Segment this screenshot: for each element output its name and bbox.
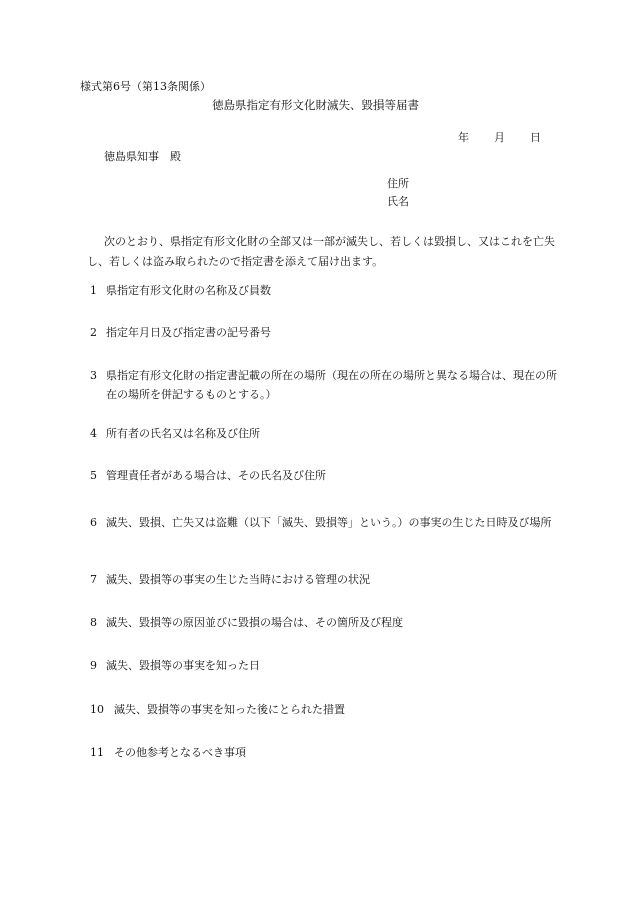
document-title: 徳島県指定有形文化財滅失、毀損等届書: [212, 98, 419, 112]
date-month-label: 月: [494, 131, 505, 144]
item-number: 6: [90, 516, 97, 529]
item-number: 7: [90, 573, 97, 586]
list-item: [87, 700, 557, 719]
item-text: 滅失、毀損等の原因並びに毀損の場合は、その箇所及び程度: [106, 616, 403, 629]
list-item: [87, 424, 557, 443]
item-text: その他参考となるべき事項: [114, 746, 246, 759]
list-item: [87, 281, 557, 300]
list-item: [87, 570, 557, 589]
item-text: 県指定有形文化財の名称及び員数: [106, 284, 271, 297]
list-item: [87, 466, 557, 485]
intro-paragraph: 次のとおり、県指定有形文化財の全部又は一部が滅失し、若しくは毀損し、又はこれを亡失し、若しくは盗み取られたので指定書を添えて届け出ます。: [87, 235, 555, 268]
list-item: [87, 323, 557, 342]
item-text: 滅失、毀損等の事実を知った後にとられた措置: [114, 703, 345, 716]
list-item: [87, 656, 557, 675]
address-label: 住所: [387, 177, 409, 190]
item-text: 滅失、毀損等の事実を知った日: [106, 659, 260, 672]
item-number: 4: [90, 427, 97, 440]
date-day-label: 日: [530, 131, 541, 144]
item-number: 1: [90, 284, 97, 297]
item-text: 滅失、毀損、亡失又は盗難（以下「滅失、毀損等」という。）の事実の生じた日時及び場所: [106, 516, 552, 529]
date-year-label: 年: [458, 131, 469, 144]
list-item: [87, 743, 557, 762]
list-item: [87, 513, 557, 532]
item-number: 2: [90, 326, 97, 339]
list-item: [87, 366, 557, 404]
item-number: 10: [90, 703, 104, 716]
item-number: 11: [90, 746, 104, 759]
item-text: 管理責任者がある場合は、その氏名及び住所: [106, 469, 326, 482]
item-text: 滅失、毀損等の事実の生じた当時における管理の状況: [106, 573, 370, 586]
list-item: [87, 613, 557, 632]
item-number: 3: [90, 369, 97, 382]
item-number: 5: [90, 469, 97, 482]
name-label: 氏名: [387, 195, 409, 208]
item-number: 9: [90, 659, 97, 672]
item-text: 所有者の氏名又は名称及び住所: [106, 427, 260, 440]
form-number: 様式第6号（第13条関係）: [80, 80, 211, 93]
item-text: 指定年月日及び指定書の記号番号: [106, 326, 271, 339]
item-number: 8: [90, 616, 97, 629]
item-text: 県指定有形文化財の指定書記載の所在の場所（現在の所在の場所と異なる場合は、現在の所在の場所を併記するものとする。）: [106, 369, 557, 401]
addressee: 徳島県知事 殿: [104, 150, 181, 163]
